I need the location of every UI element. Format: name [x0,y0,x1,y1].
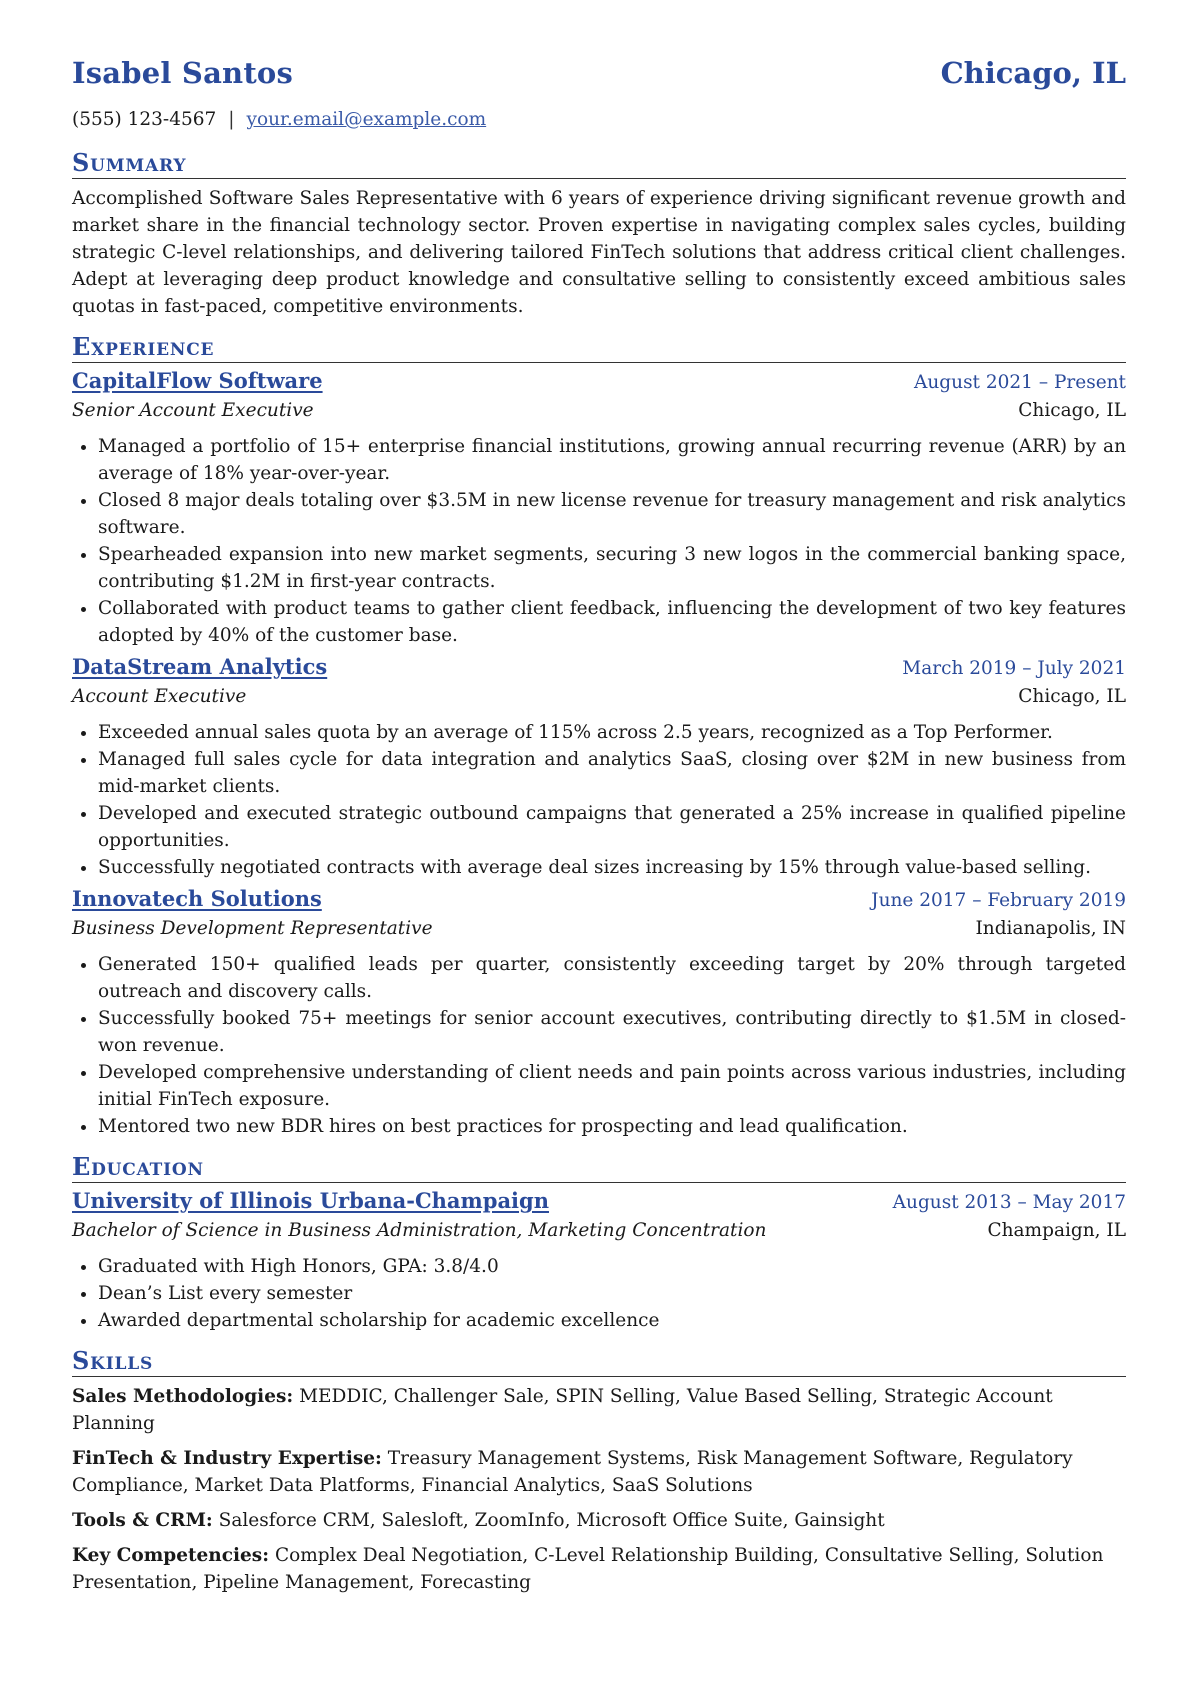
job-dates: June 2017 – February 2019 [871,890,1126,911]
education-bullets [72,1253,1126,1334]
degree: Bachelor of Science in Business Administration, Marketing Concentration [72,1220,767,1241]
skill-label: FinTech & Industry Expertise: [72,1448,382,1469]
bullet-item: • Closed 8 major deals totaling over $3.5M in new license revenue for treasury management and risk analytics software. [98,487,1126,541]
skill-label: Key Competencies: [72,1545,270,1566]
skill-row [72,1507,1126,1534]
education-entry [72,1187,1126,1334]
job-bullets [72,719,1126,881]
job-title: Business Development Representative [72,918,433,939]
skill-value: MEDDIC, Challenger Sale, SPIN Selling, Value Based Selling, Strategic Account Planning [72,1386,1053,1434]
job-bullets [72,951,1126,1140]
bullet-item: • Managed a portfolio of 15+ enterprise financial institutions, growing annual recurring revenue (ARR) by an average of 18% year-over-year. [98,433,1126,487]
school-name: University of Illinois Urbana-Champaign [72,1188,549,1213]
bullet-item: • Dean’s List every semester [98,1280,1126,1307]
bullet-item: • Awarded departmental scholarship for academic excellence [98,1307,1126,1334]
job-title: Account Executive [72,686,247,707]
bullet-item: • Spearheaded expansion into new market segments, securing 3 new logos in the commercial banking space, contributing $1.2M in first-year contracts. [98,541,1126,595]
job-bullets [72,433,1126,649]
job-entry [72,367,1126,649]
job-location: Chicago, IL [1018,686,1126,707]
skill-label: Tools & CRM: [72,1510,213,1531]
summary-text: Accomplished Software Sales Representative with 6 years of experience driving significant revenue growth and market share in the financial technology sector. Proven expertise in navigating complex sales cycles, building strategic C-level relationships, and delivering tailored FinTech solutions that address critical client challenges. Adept at leveraging deep product knowledge and consultative selling to consistently exceed ambitious sales quotas in fast-paced, competitive environments. [72,188,1126,317]
phone-number: (555) 123-4567 [72,109,217,130]
skill-value: Complex Deal Negotiation, C-Level Relationship Building, Consultative Selling, Solution Presentation, Pipeline Management, Forecasting [72,1545,1104,1593]
job-dates: March 2019 – July 2021 [902,658,1126,679]
skills-list [72,1383,1126,1596]
resume-page [72,56,1126,1596]
bullet-item: • Managed full sales cycle for data integration and analytics SaaS, closing over $2M in new business from mid-market clients. [98,746,1126,800]
skills-heading: Skills [72,1346,1126,1377]
skill-label: Sales Methodologies: [72,1386,294,1407]
bullet-item: • Generated 150+ qualified leads per quarter, consistently exceeding target by 20% through targeted outreach and discovery calls. [98,951,1126,1005]
skill-row [72,1383,1126,1437]
contact-line [72,106,1126,136]
candidate-location: Chicago, IL [940,56,1126,90]
bullet-item: • Graduated with High Honors, GPA: 3.8/4.0 [98,1253,1126,1280]
bullet-item: • Collaborated with product teams to gather client feedback, influencing the development of two key features adopted by 40% of the customer base. [98,595,1126,649]
bullet-item: • Developed comprehensive understanding of client needs and pain points across various industries, including initial FinTech exposure. [98,1059,1126,1113]
education-heading: Education [72,1152,1126,1183]
bullet-item: • Mentored two new BDR hires on best practices for prospecting and lead qualification. [98,1113,1126,1140]
bullet-item: • Exceeded annual sales quota by an average of 115% across 2.5 years, recognized as a Top Performer. [98,719,1126,746]
email-link[interactable]: your.email@example.com [246,109,487,130]
education-location: Champaign, IL [987,1220,1126,1241]
education-dates: August 2013 – May 2017 [892,1192,1126,1213]
resume-header [72,56,1126,104]
experience-heading: Experience [72,332,1126,363]
summary-heading: Summary [72,148,1126,179]
skill-row [72,1542,1126,1596]
bullet-item: • Developed and executed strategic outbound campaigns that generated a 25% increase in qualified pipeline opportunities. [98,800,1126,854]
job-entry [72,885,1126,1140]
candidate-name: Isabel Santos [72,56,294,90]
company-name: Innovatech Solutions [72,886,322,911]
job-location: Indianapolis, IN [975,918,1126,939]
job-location: Chicago, IL [1018,400,1126,421]
skill-value: Treasury Management Systems, Risk Management Software, Regulatory Compliance, Market Data Platforms, Financial Analytics, SaaS Solutions [72,1448,1073,1496]
job-title: Senior Account Executive [72,400,314,421]
bullet-item: • Successfully booked 75+ meetings for senior account executives, contributing directly to $1.5M in closed-won revenue. [98,1005,1126,1059]
company-name: DataStream Analytics [72,654,328,679]
job-dates: August 2021 – Present [914,372,1126,393]
job-entry [72,653,1126,881]
bullet-item: • Successfully negotiated contracts with average deal sizes increasing by 15% through value-based selling. [98,854,1126,881]
skill-value: Salesforce CRM, Salesloft, ZoomInfo, Microsoft Office Suite, Gainsight [218,1510,885,1531]
contact-separator: | [228,109,235,130]
skill-row [72,1445,1126,1499]
company-name: CapitalFlow Software [72,368,323,393]
